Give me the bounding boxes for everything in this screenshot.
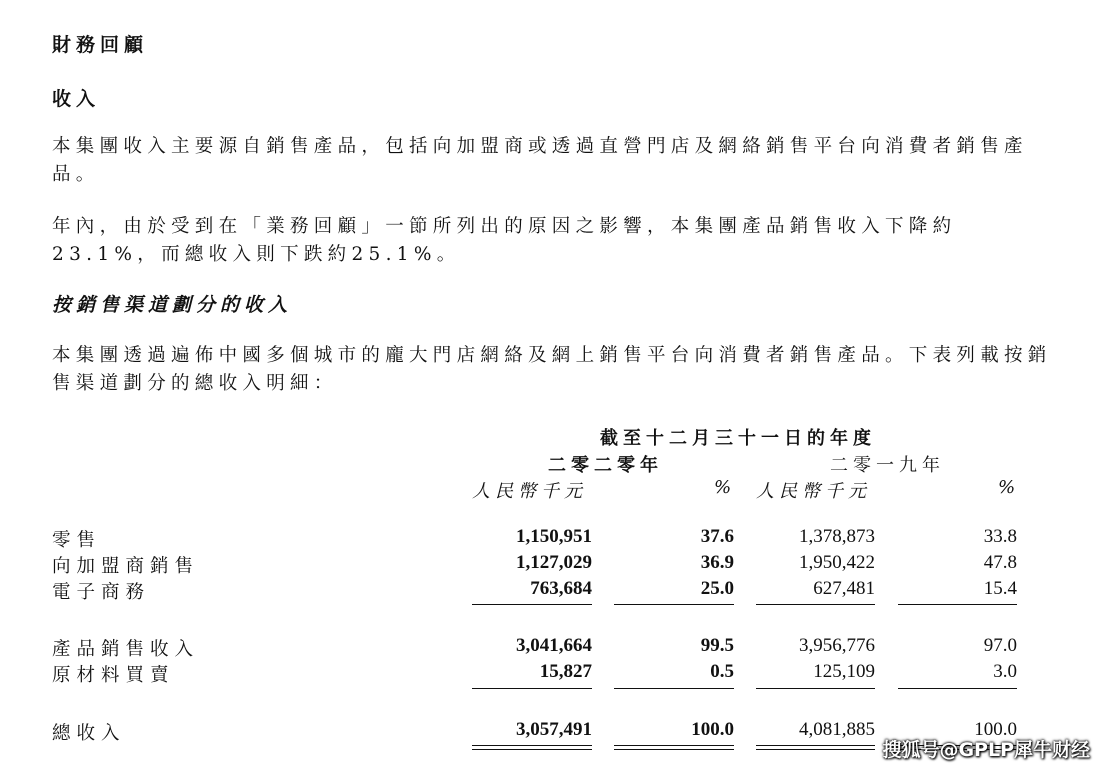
table-row (0, 661, 1116, 687)
subtotal-rule (898, 688, 1017, 689)
row-label: 總收入 (52, 723, 126, 744)
period-header: 截至十二月三十一日的年度 (600, 428, 876, 449)
pct-2019: 33.8 (983, 526, 1017, 547)
subtotal-rule (472, 604, 592, 605)
value-2020: 3,057,491 (516, 719, 592, 740)
value-2020: 763,684 (530, 578, 592, 599)
row-label: 電子商務 (52, 582, 151, 603)
pct-2019: 3.0 (993, 661, 1017, 682)
pct-2020: 36.9 (700, 552, 734, 573)
pct-2019: 100.0 (974, 719, 1017, 740)
value-2019: 1,950,422 (799, 552, 875, 573)
section-title: 財務回顧 (52, 34, 149, 56)
subtotal-rule (756, 688, 875, 689)
total-double-rule (756, 745, 875, 750)
paragraph-3: 本集團透過遍佈中國多個城市的龐大門店網絡及網上銷售平台向消費者銷售產品。下表列載按銷售渠道劃分的總收入明細： (52, 345, 1052, 394)
pct-2020: 37.6 (700, 526, 734, 547)
unit-2019-header: 人民幣千元 (756, 481, 871, 502)
row-label: 產品銷售收入 (52, 639, 200, 660)
pct-2020-header: % (714, 477, 737, 498)
pct-2020: 100.0 (691, 719, 734, 740)
paragraph-2: 年內，由於受到在「業務回顧」一節所列出的原因之影響，本集團產品銷售收入下降約23.1%，而總收入則下跌約25.1%。 (52, 216, 957, 265)
table-row (0, 635, 1116, 661)
pct-2020: 99.5 (700, 635, 734, 656)
unit-2020-header: 人民幣千元 (472, 481, 587, 502)
paragraph-1: 本集團收入主要源自銷售產品，包括向加盟商或透過直營門店及網絡銷售平台向消費者銷售產品。 (52, 136, 1028, 185)
value-2019: 4,081,885 (799, 719, 875, 740)
value-2019: 125,109 (813, 661, 875, 682)
channel-heading: 按銷售渠道劃分的收入 (52, 294, 293, 316)
pct-2020: 25.0 (700, 578, 734, 599)
value-2020: 3,041,664 (516, 635, 592, 656)
total-double-rule (614, 745, 734, 750)
value-2019: 3,956,776 (799, 635, 875, 656)
row-label: 零售 (52, 530, 102, 551)
value-2019: 1,378,873 (799, 526, 875, 547)
revenue-heading: 收入 (52, 88, 101, 110)
row-label: 向加盟商銷售 (52, 556, 200, 577)
pct-2020: 0.5 (710, 661, 734, 682)
table-row (0, 578, 1116, 604)
subtotal-rule (614, 688, 734, 689)
pct-2019: 47.8 (983, 552, 1017, 573)
total-double-rule (472, 745, 592, 750)
value-2020: 1,150,951 (516, 526, 592, 547)
subtotal-rule (898, 604, 1017, 605)
watermark: 搜狐号@GPLP犀牛财经 (882, 739, 1090, 761)
year-2020-header: 二零二零年 (548, 455, 663, 476)
pct-2019: 97.0 (983, 635, 1017, 656)
value-2019: 627,481 (813, 578, 875, 599)
subtotal-rule (756, 604, 875, 605)
value-2020: 1,127,029 (516, 552, 592, 573)
table-row (0, 526, 1116, 552)
value-2020: 15,827 (539, 661, 592, 682)
year-2019-header: 二零一九年 (830, 455, 945, 476)
subtotal-rule (614, 604, 734, 605)
row-label: 原材料買賣 (52, 665, 175, 686)
pct-2019-header: % (998, 477, 1021, 498)
subtotal-rule (472, 688, 592, 689)
pct-2019: 15.4 (983, 578, 1017, 599)
table-row (0, 552, 1116, 578)
